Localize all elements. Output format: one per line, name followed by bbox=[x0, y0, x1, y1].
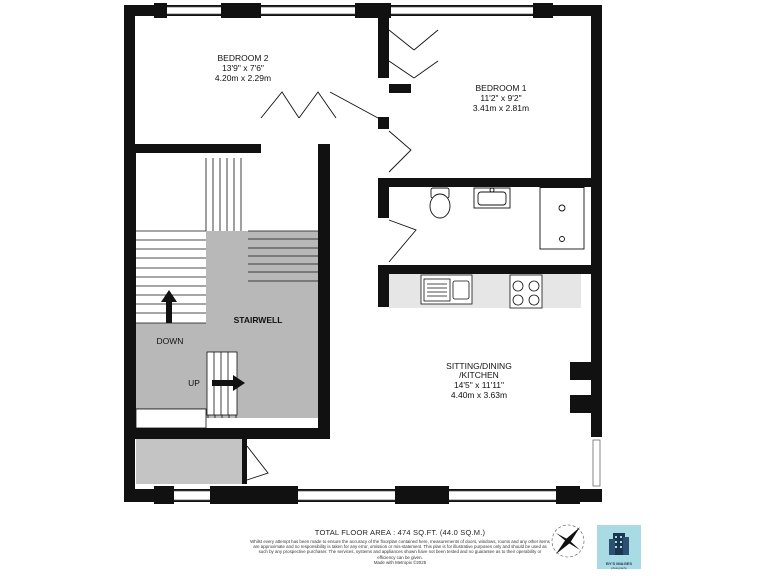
hob-icon bbox=[510, 275, 542, 308]
shower-icon bbox=[540, 187, 584, 249]
svg-text:4.40m x 3.63m: 4.40m x 3.63m bbox=[450, 390, 508, 400]
building-icon bbox=[597, 525, 641, 559]
svg-text:BEDROOM 1: BEDROOM 1 bbox=[475, 83, 527, 93]
down-label: DOWN bbox=[156, 336, 184, 346]
sitting-label bbox=[446, 361, 512, 400]
svg-text:14'5" x 11'11": 14'5" x 11'11" bbox=[453, 380, 505, 390]
svg-text:11'2" x 9'2": 11'2" x 9'2" bbox=[480, 93, 522, 103]
logo-subtitle: photography bbox=[611, 566, 627, 570]
kitchen-counter bbox=[389, 274, 581, 308]
svg-text:3.41m x 2.81m: 3.41m x 2.81m bbox=[472, 103, 530, 113]
svg-text:BEDROOM 2: BEDROOM 2 bbox=[217, 53, 269, 63]
svg-text:4.20m x 2.29m: 4.20m x 2.29m bbox=[214, 73, 272, 83]
bedroom2-label bbox=[215, 53, 271, 83]
bedroom1-label bbox=[473, 83, 529, 113]
svg-text:SITTING/DINING: SITTING/DINING bbox=[446, 361, 512, 371]
svg-text:/KITCHEN: /KITCHEN bbox=[459, 370, 499, 380]
disclaimer-text: Whilst every attempt has been made to ensure the accuracy of the floorplan contained here, measurements of doors, windows, rooms and any other items are approximate and no responsibility is taken for any error, omission or mis-statement. This plan is for illustrative purposes only and should be used as such by any prospective purchaser. The services, systems and appliances shown have not been tested and no guarantee as to their operability or efficiency can be given. bbox=[250, 539, 550, 560]
stairwell-label: STAIRWELL bbox=[233, 315, 283, 325]
compass-icon bbox=[552, 525, 584, 557]
logo-name: BY'S IMAGES bbox=[605, 561, 633, 566]
basin-icon bbox=[474, 188, 510, 208]
svg-text:13'9" x 7'6": 13'9" x 7'6" bbox=[222, 63, 264, 73]
up-label: UP bbox=[188, 378, 200, 388]
made-with: Made with Metropix ©2025 bbox=[373, 559, 427, 565]
company-logo bbox=[597, 525, 641, 569]
sink-icon bbox=[421, 275, 472, 304]
disclaimer bbox=[250, 539, 550, 565]
toilet-icon bbox=[430, 188, 450, 218]
total-floor-area: TOTAL FLOOR AREA : 474 SQ.FT. (44.0 SQ.M.) bbox=[314, 528, 486, 537]
